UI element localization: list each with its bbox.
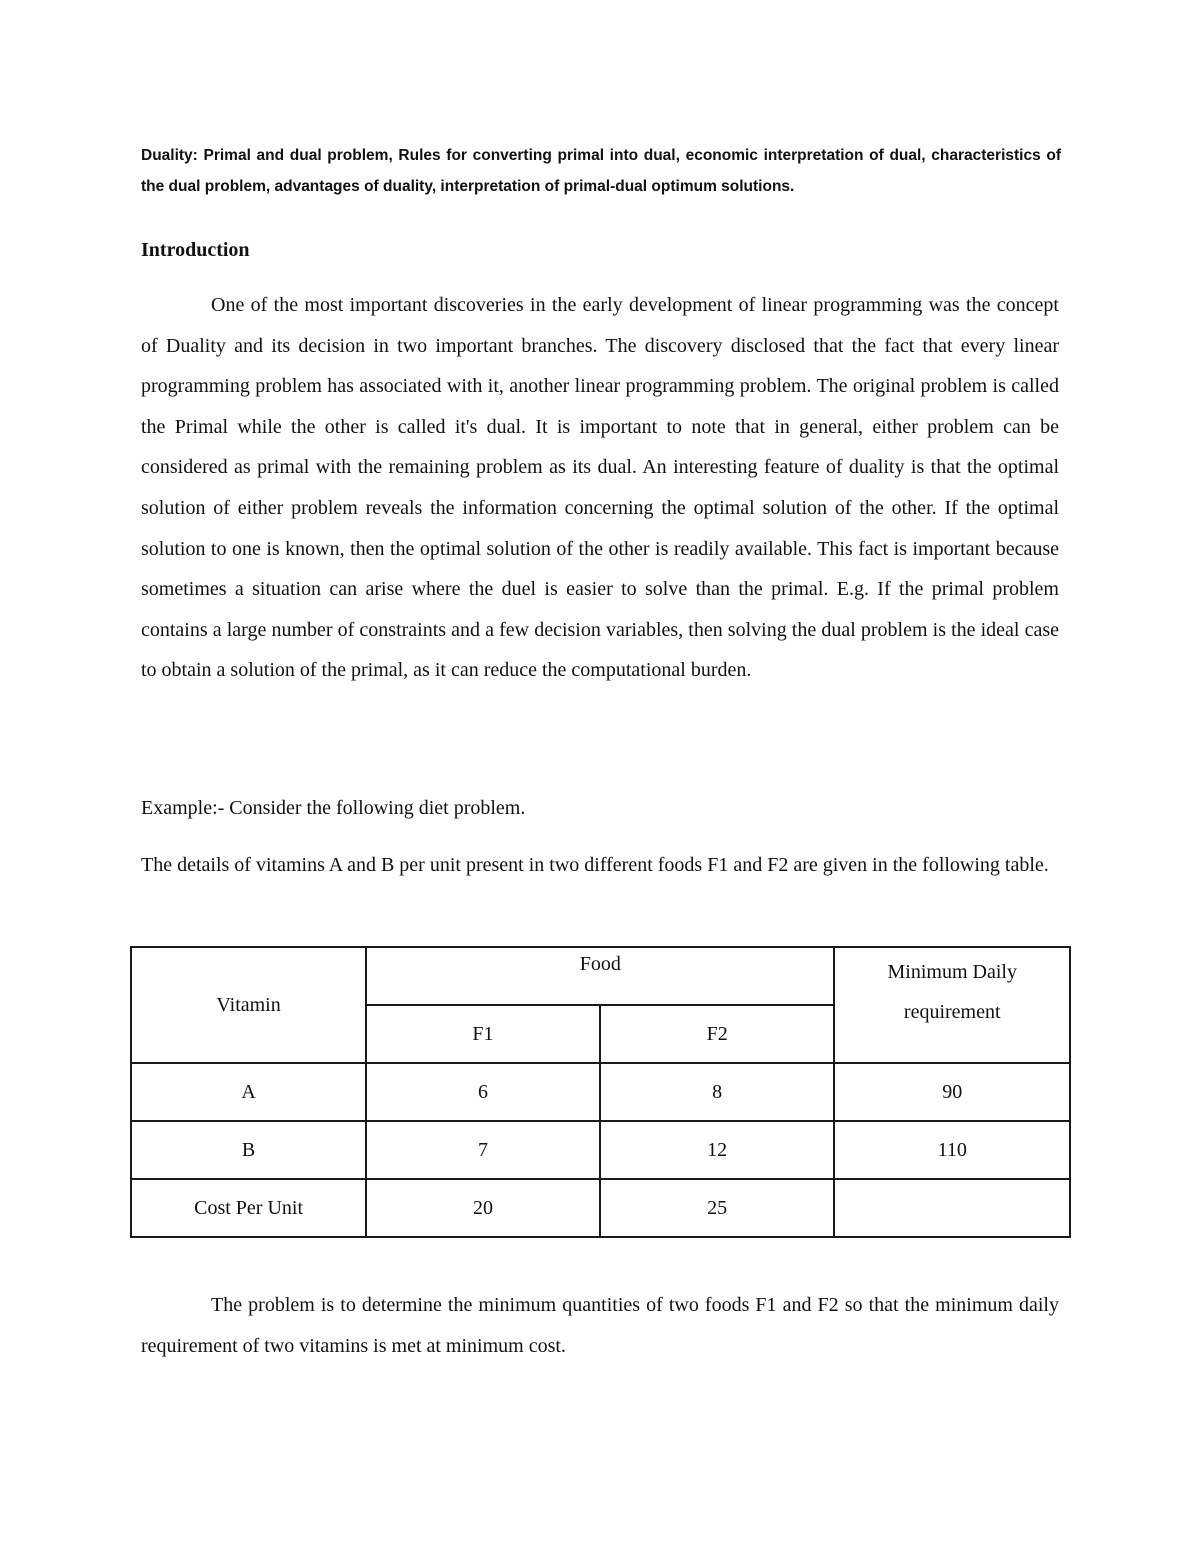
row-label: A [241,1081,256,1103]
f2-header-cell [600,1005,835,1063]
table-cell [366,1179,600,1237]
row-label: B [241,1139,256,1161]
table-cell [366,1063,600,1121]
table-header-row [131,947,1070,1005]
f1-value: 20 [472,1197,493,1219]
f1-value: 7 [477,1139,488,1161]
example-paragraph: Example:- Consider the following diet problem. [141,797,526,819]
f1-header-cell [366,1005,600,1063]
food-header-cell [366,947,834,1005]
table-cell [600,1121,835,1179]
row-label: Cost Per Unit [194,1197,304,1219]
f2-value: 12 [707,1139,728,1161]
table-cell [600,1179,835,1237]
min-value [835,1180,1069,1196]
table-cell [366,1121,600,1179]
min-value: 110 [937,1139,967,1161]
f1-header: F1 [472,1023,494,1045]
table-cell [131,1121,366,1179]
table-cell [834,1063,1070,1121]
table-cell [834,1179,1070,1237]
min-requirement-header-line1: Minimum Daily [887,961,1017,983]
diet-table [130,946,1071,1238]
intro-paragraph: One of the most important discoveries in the early development of linear programming was the concept of Duality and its decision in two important branches. The discovery disclosed that the fact that every linear programming problem has associated with it, another linear programming problem. The original problem is called the Primal while the other is called it's dual. It is important to note that in general, either problem can be considered as primal with the remaining problem as its dual. An interesting feature of duality is that the optimal solution of either problem reveals the information concerning the optimal solution of the other. If the optimal solution to one is known, then the optimal solution of the other is readily available. This fact is important because sometimes a situation can arise where the duel is easier to solve than the primal. E.g. If the primal problem contains a large number of constraints and a few decision variables, then solving the dual problem is the ideal case to obtain a solution of the primal, as it can reduce the computational burden. [141,294,1059,682]
vitamin-header-cell [131,947,366,1063]
details-paragraph: The details of vitamins A and B per unit present in two different foods F1 and F2 are given in the following table. [141,854,1049,876]
vitamin-header: Vitamin [216,993,281,1016]
section-heading: Introduction [141,239,250,261]
food-header: Food [579,953,621,975]
min-requirement-header-line2: requirement [903,1001,1001,1023]
table-cell [131,1063,366,1121]
f2-header: F2 [706,1023,728,1045]
problem-paragraph: The problem is to determine the minimum quantities of two foods F1 and F2 so that the minimum daily requirement of two vitamins is met at minimum cost. [141,1294,1059,1357]
min-requirement-header-cell [834,947,1070,1063]
topic-summary: Duality: Primal and dual problem, Rules for converting primal into dual, economic interpretation of dual, characteristics of the dual problem, advantages of duality, interpretation of primal-dual optimum solutions. [141,147,1061,195]
table-cell [600,1063,835,1121]
f2-value: 8 [712,1081,723,1103]
table-row [131,1121,1070,1179]
table-cell [834,1121,1070,1179]
f1-value: 6 [477,1081,488,1103]
min-value: 90 [942,1081,963,1103]
f2-value: 25 [707,1197,728,1219]
table-cell [131,1179,366,1237]
table-row [131,1179,1070,1237]
table-row [131,1063,1070,1121]
